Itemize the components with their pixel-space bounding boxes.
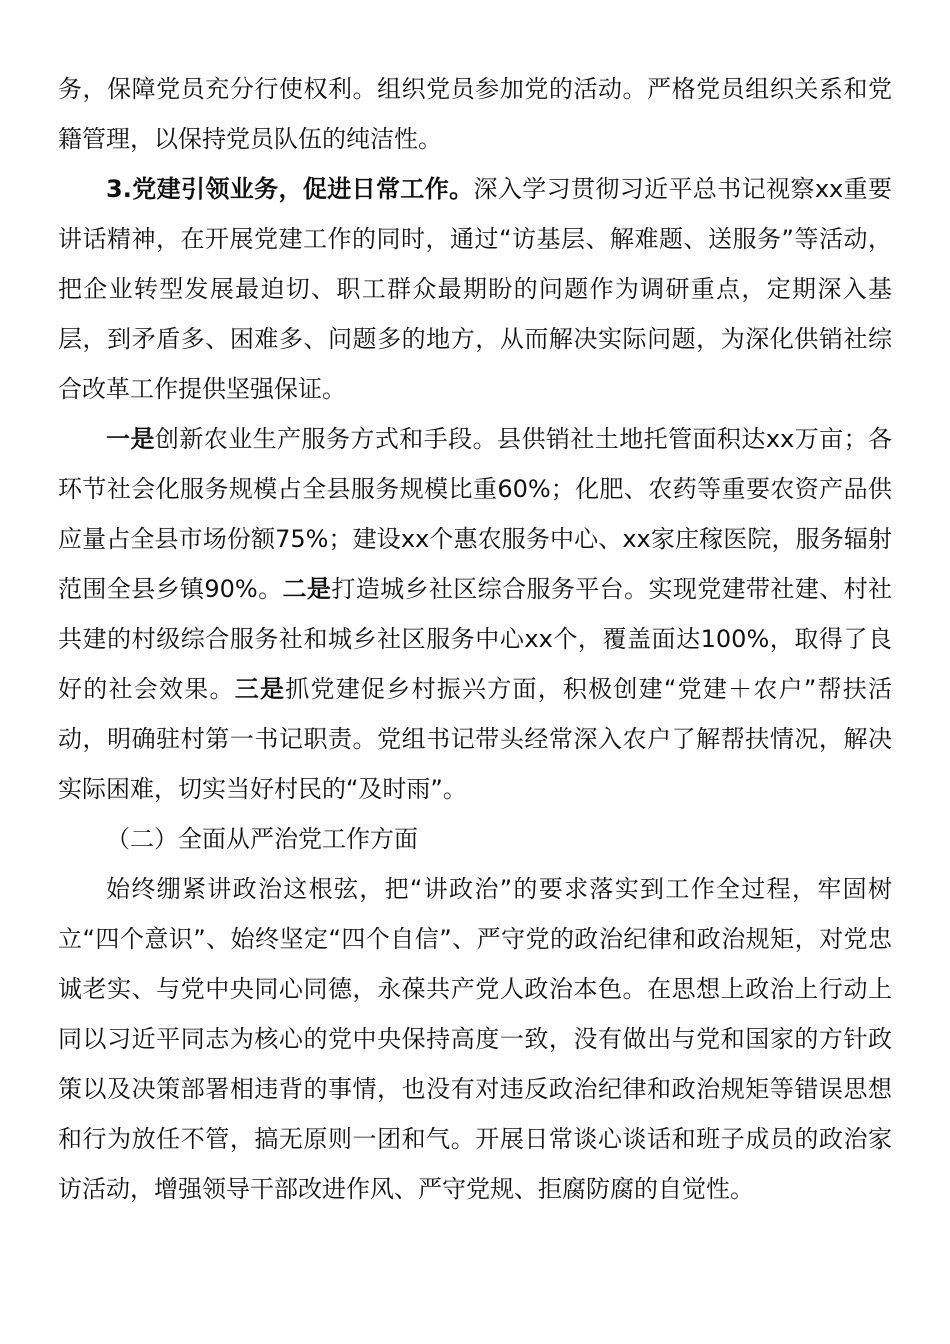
document-page: [58, 64, 892, 1214]
paragraph-strict-governance: 始终绷紧讲政治这根弦，把“讲政治”的要求落实到工作全过程，牢固树立“四个意识”、始终坚定“四个自信”、严守党的政治纪律和政治规矩，对党忠诚老实、与党中央同心同德，永葆共产党人政治本色。在思想上政治上行动上同以习近平同志为核心的党中央保持高度一致，没有做出与党和国家的方针政策以及决策部署相违背的事情，也没有对违反政治纪律和政治规矩等错误思想和行为放任不管，搞无原则一团和气。开展日常谈心谈话和班子成员的政治家访活动，增强领导干部改进作风、严守党规、拒腐防腐的自觉性。: [58, 875, 892, 1203]
paragraph-three-points: [58, 414, 892, 814]
paragraph-party-building-leads-business: [58, 164, 892, 414]
point-label-2: 二是: [282, 575, 332, 603]
paragraph-body: 深入学习贯彻习近平总书记视察xx重要讲话精神，在开展党建工作的同时，通过“访基层、解难题、送服务”等活动，把企业转型发展最迫切、职工群众最期盼的问题作为调研重点，定期深入基层，到矛盾多、困难多、问题多的地方，从而解决实际问题，为深化供销社综合改革工作提供坚强保证。: [58, 175, 892, 403]
point-label-3: 三是: [234, 675, 286, 703]
point-label-1: 一是: [106, 425, 155, 453]
point-text-3: 抓党建促乡村振兴方面，积极创建“党建＋农户”帮扶活动，明确驻村第一书记职责。党组书记带头经常深入农户了解帮扶情况，解决实际困难，切实当好村民的“及时雨”。: [58, 675, 893, 803]
paragraph-heading: 3.党建引领业务，促进日常工作。: [106, 175, 474, 203]
point-text-1: 创新农业生产服务方式和手段。县供销社土地托管面积达xx万亩；各环节社会化服务规模占全县服务规模比重60%；化肥、农药等重要农资产品供应量占全县市场份额75%；建设xx个惠农服务中心、xx家庄稼医院，服务辐射范围全县乡镇90%。: [58, 425, 893, 603]
point-text-2: 打造城乡社区综合服务平台。实现党建带社建、村社共建的村级综合服务社和城乡社区服务中心xx个，覆盖面达100%，取得了良好的社会效果。: [58, 575, 893, 703]
section-heading: （二）全面从严治党工作方面: [106, 825, 418, 853]
paragraph-continuation: 务，保障党员充分行使权利。组织党员参加党的活动。严格党员组织关系和党籍管理，以保持党员队伍的纯洁性。: [58, 75, 892, 153]
